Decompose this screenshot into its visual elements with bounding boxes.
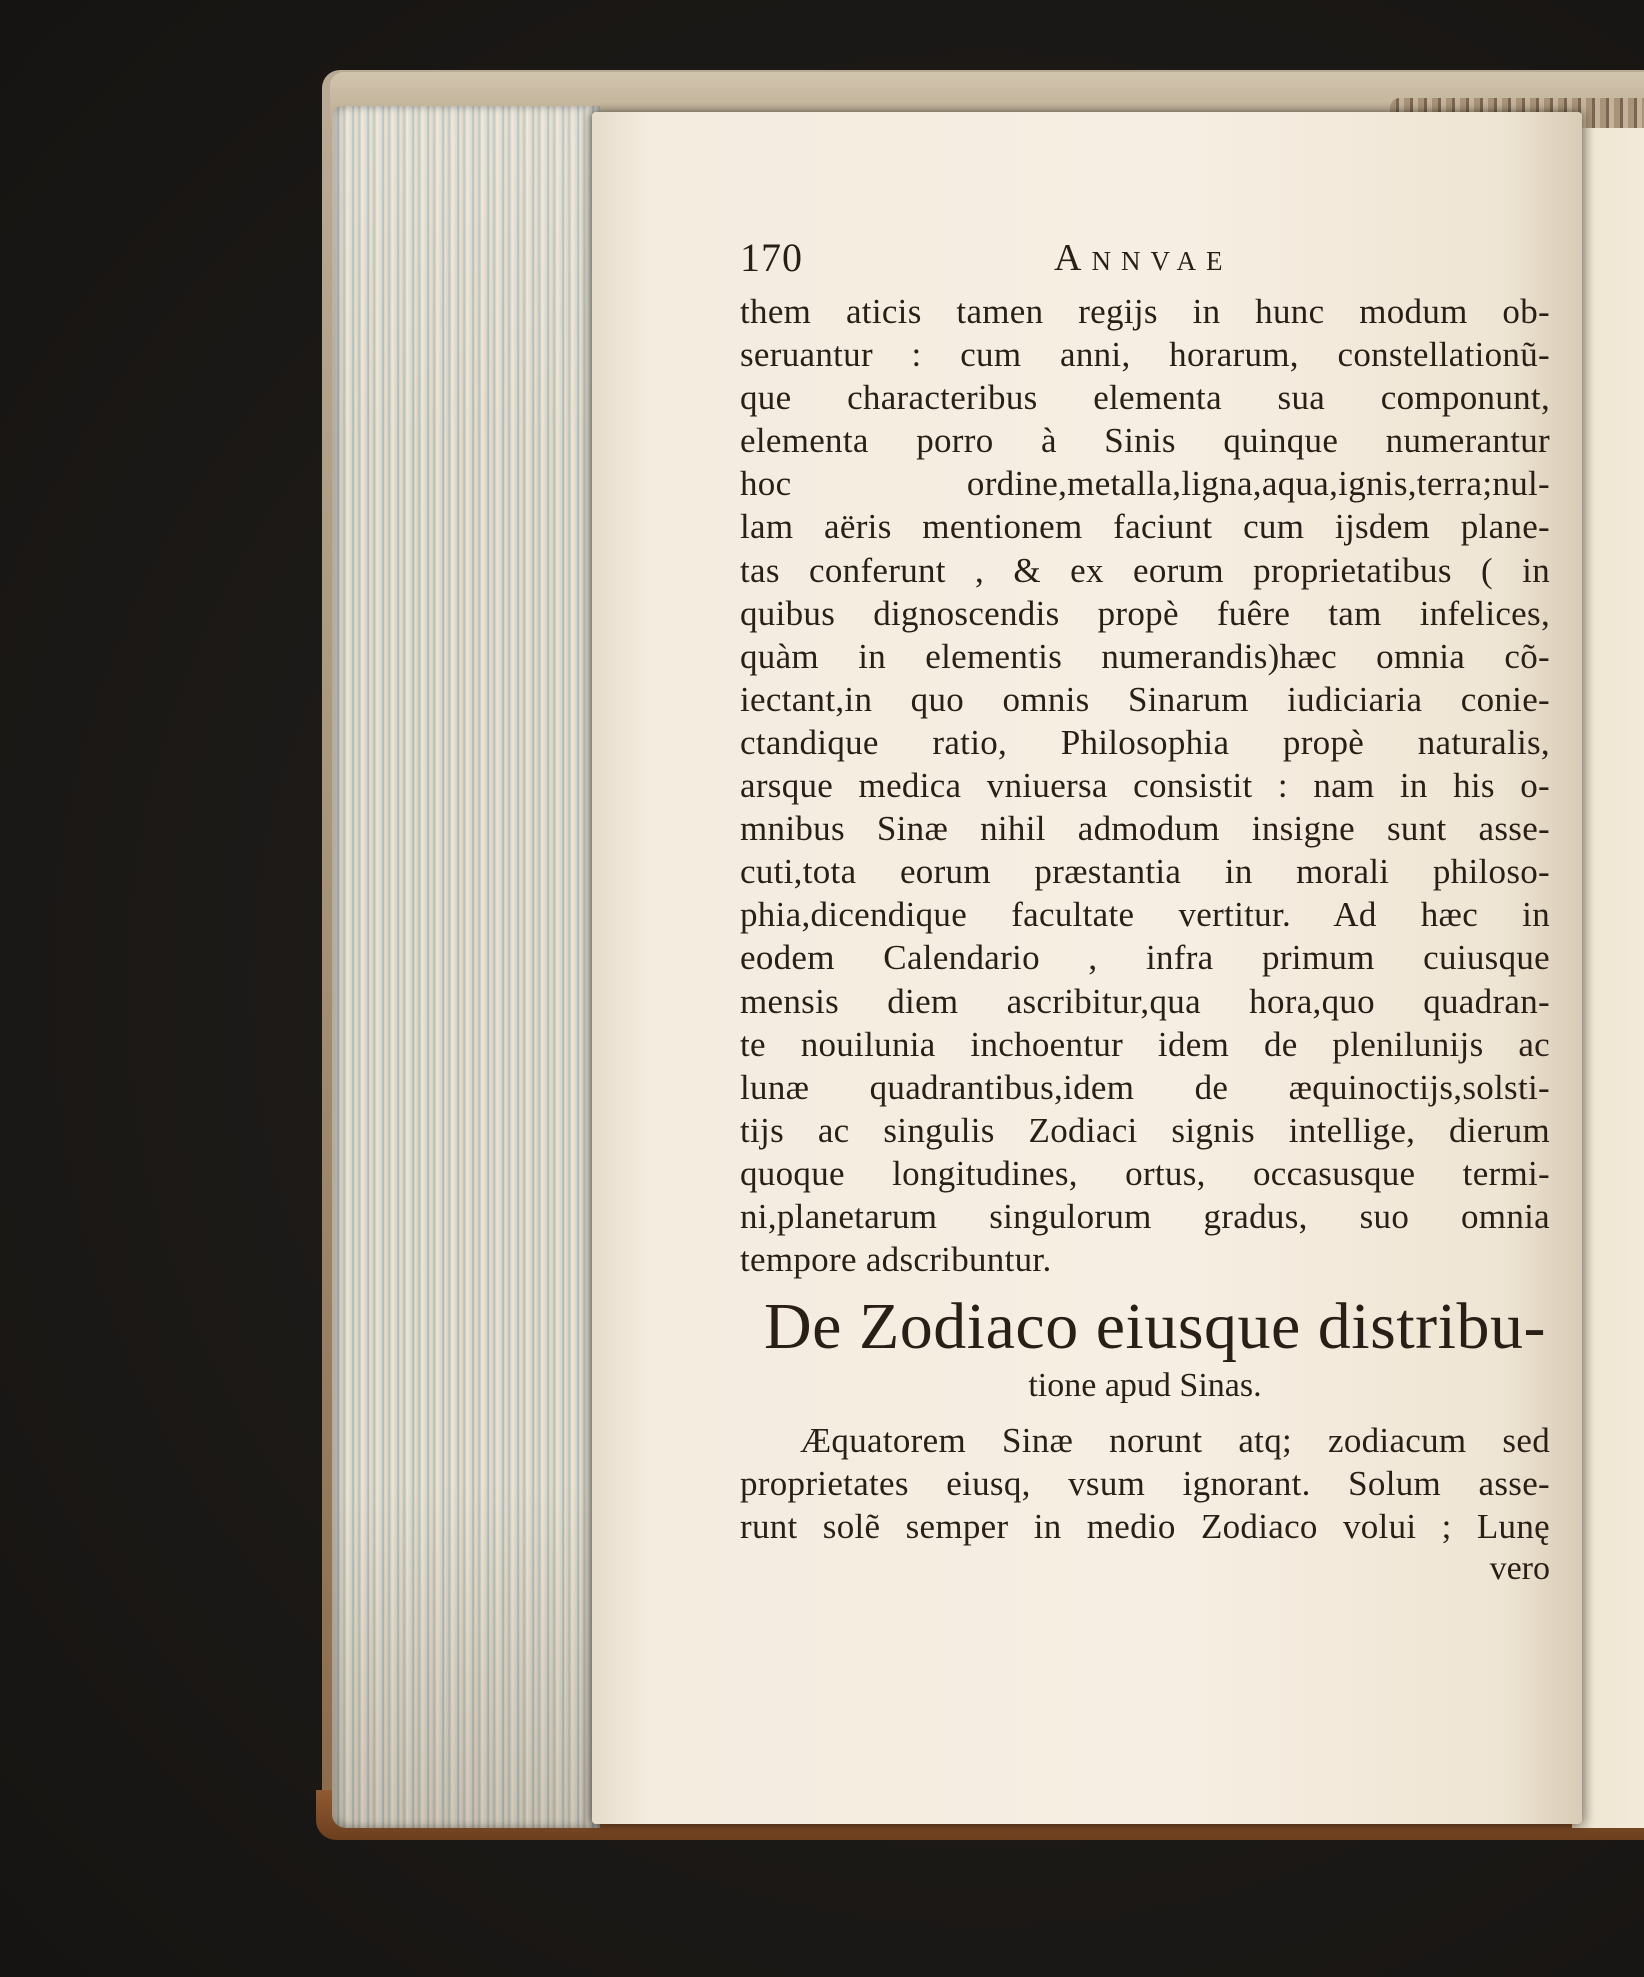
body-line: mnibus Sinæ nihil admodum insigne sunt asse-: [740, 809, 1550, 849]
facing-page-edge: [1572, 128, 1644, 1828]
fore-edge-page-stack: [332, 106, 600, 1828]
body-line: quibus dignoscendis propè fuêre tam infelices,: [740, 593, 1550, 633]
body-line: quàm in elementis numerandis)hæc omnia cõ-: [740, 636, 1550, 676]
body-line: lunæ quadrantibus,idem de æquinoctijs,solsti-: [740, 1067, 1550, 1107]
body-line: hoc ordine,metalla,ligna,aqua,ignis,terra;nul-: [740, 464, 1550, 504]
body-line: phia,dicendique facultate vertitur. Ad hæc in: [740, 895, 1550, 935]
body-line: lam aëris mentionem faciunt cum ijsdem plane-: [740, 507, 1550, 547]
body-line: tijs ac singulis Zodiaci signis intellige, dierum: [740, 1110, 1550, 1150]
running-head: [740, 224, 1550, 290]
body-line: iectant,in quo omnis Sinarum iudiciaria conie-: [740, 679, 1550, 719]
body-line: quoque longitudines, ortus, occasusque termi-: [740, 1153, 1550, 1193]
body-line: eodem Calendario , infra primum cuiusque: [740, 938, 1550, 978]
catchword: vero: [1489, 1550, 1550, 1588]
book-page: [592, 112, 1582, 1824]
running-title: Annvae: [1054, 237, 1233, 279]
page-number: 170: [740, 235, 803, 280]
body-line: them aticis tamen regijs in hunc modum ob-: [740, 292, 1550, 331]
body-line: ni,planetarum singulorum gradus, suo omnia: [740, 1196, 1550, 1236]
section-line: Æquatorem Sinæ norunt atq; zodiacum sed: [800, 1421, 1550, 1461]
body-line: arsque medica vniuersa consistit : nam in his o-: [740, 766, 1550, 806]
section-text: [740, 1419, 1550, 1548]
body-line: tas conferunt , & ex eorum proprietatibus ( in: [740, 550, 1550, 590]
page-content: [740, 224, 1550, 1590]
body-line: cuti,tota eorum præstantia in morali philoso-: [740, 852, 1550, 892]
section-subheading: tione apud Sinas.: [1028, 1367, 1262, 1405]
body-line: seruantur : cum anni, horarum, constellationũ-: [740, 335, 1550, 375]
body-line: ctandique ratio, Philosophia propè naturalis,: [740, 722, 1550, 762]
body-line: mensis diem ascribitur,qua hora,quo quadran-: [740, 981, 1550, 1021]
body-line: elementa porro à Sinis quinque numerantur: [740, 421, 1550, 461]
body-text: [740, 290, 1550, 1281]
section-line: runt solẽ semper in medio Zodiaco volui ; Lunę: [740, 1507, 1550, 1547]
body-line: te nouilunia inchoentur idem de plenilunijs ac: [740, 1024, 1550, 1064]
section-line: proprietates eiusq, vsum ignorant. Solum asse-: [740, 1464, 1550, 1504]
section-heading: De Zodiaco eiusque distribu-: [764, 1290, 1546, 1364]
body-line: que characteribus elementa sua componunt,: [740, 378, 1550, 418]
body-line: tempore adscribuntur.: [740, 1240, 1052, 1280]
